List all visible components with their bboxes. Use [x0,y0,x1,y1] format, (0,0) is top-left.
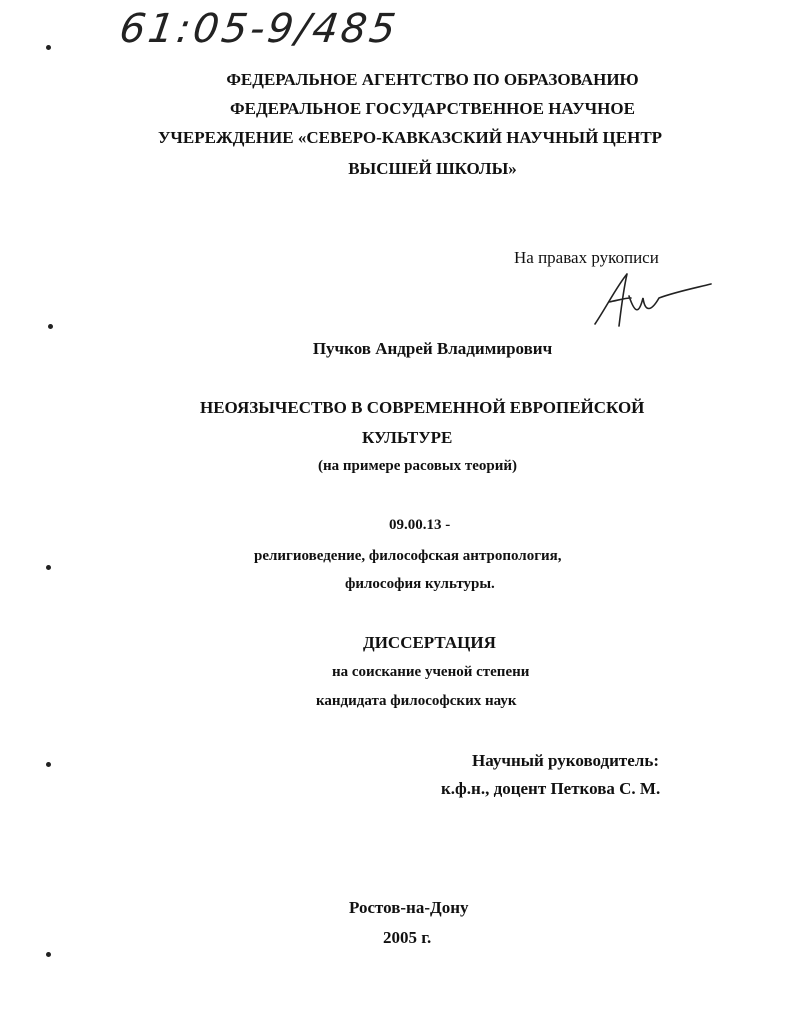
margin-mark [46,45,51,50]
header-line-2: ФЕДЕРАЛЬНОЕ ГОСУДАРСТВЕННОЕ НАУЧНОЕ [230,99,635,118]
margin-mark [46,952,51,957]
author-name: Пучков Андрей Владимирович [312,339,553,358]
manuscript-note: На правах рукописи [514,248,659,267]
signature-image [585,268,715,330]
document-type: ДИССЕРТАЦИЯ [363,633,496,652]
header-line-4: ВЫСШЕЙ ШКОЛЫ» [348,159,517,178]
year: 2005 г. [383,928,432,947]
degree-line-1: на соискание ученой степени [332,664,530,680]
specialty-code: 09.00.13 - [389,517,451,533]
header-line-3: УЧЕРЕЖДЕНИЕ «СЕВЕРО-КАВКАЗСКИЙ НАУЧНЫЙ ЦЕНТР [157,128,663,147]
title-line-2: КУЛЬТУРЕ [362,428,453,447]
header-line-1: ФЕДЕРАЛЬНОЕ АГЕНТСТВО ПО ОБРАЗОВАНИЮ [226,70,639,89]
title-line-1: НЕОЯЗЫЧЕСТВО В СОВРЕМЕННОЙ ЕВРОПЕЙСКОЙ [200,398,645,417]
margin-mark [46,762,51,767]
city: Ростов-на-Дону [349,898,469,917]
supervisor-label: Научный руководитель: [472,751,659,770]
margin-mark [46,565,51,570]
specialty-line-2: философия культуры. [345,576,495,592]
handwritten-catalog-number: 61:05-9/485 [116,6,402,52]
subtitle: (на примере расовых теорий) [318,458,517,474]
margin-mark [48,324,53,329]
specialty-line-1: религиоведение, философская антропология, [254,548,562,564]
degree-line-2: кандидата философских наук [316,693,517,709]
supervisor-name: к.ф.н., доцент Петкова С. М. [441,779,661,798]
